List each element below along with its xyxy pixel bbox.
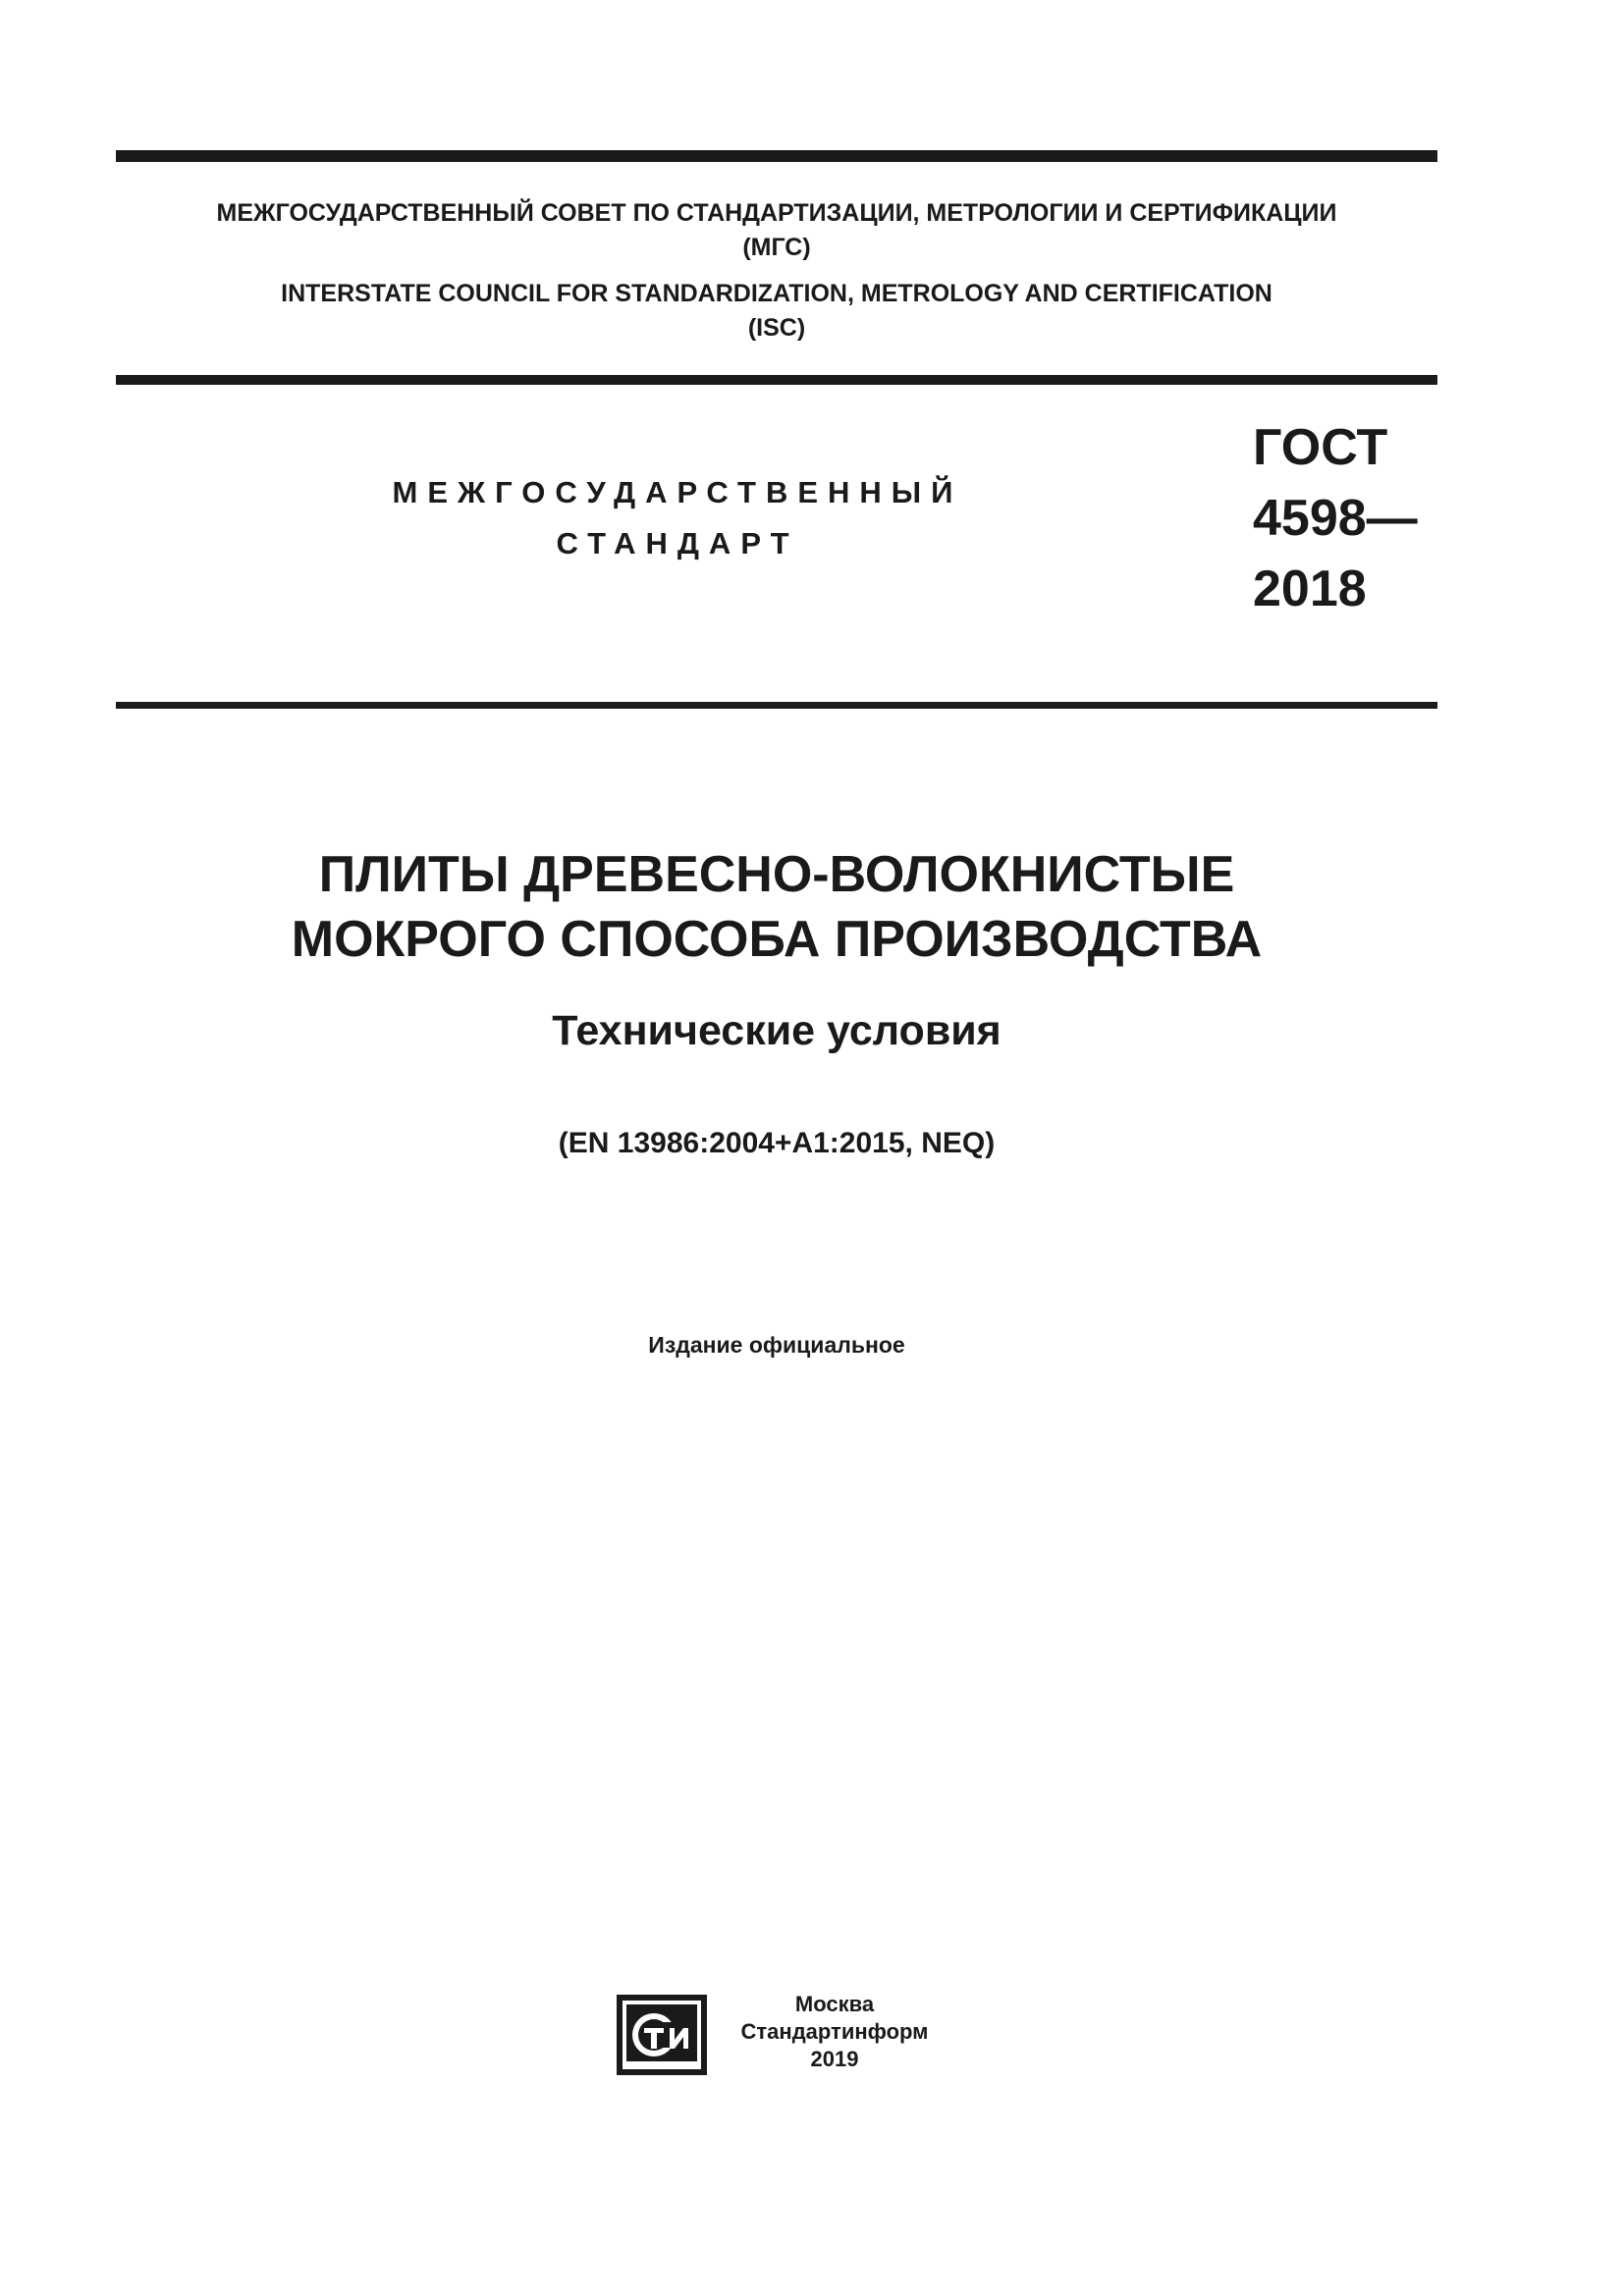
standard-reference: (EN 13986:2004+A1:2015, NEQ) xyxy=(558,1127,996,1159)
imprint-year: 2019 xyxy=(810,2047,859,2071)
council-name-en-line: INTERSTATE COUNCIL FOR STANDARDIZATION, METROLOGY AND CERTIFICATION xyxy=(281,280,1272,307)
bottom-divider xyxy=(116,702,1437,709)
standartinform-logo-icon xyxy=(615,1993,709,2077)
standard-kind-line2: СТАНДАРТ xyxy=(556,526,799,561)
standard-kind-line1: МЕЖГОСУДАРСТВЕННЫЙ xyxy=(392,475,963,509)
council-name-ru xyxy=(116,196,1437,265)
middle-divider xyxy=(116,375,1437,385)
document-subtitle: Технические условия xyxy=(552,1007,1001,1054)
council-abbrev-en: (ISC) xyxy=(747,314,806,342)
gost-code-prefix: ГОСТ xyxy=(1253,419,1388,476)
council-name-ru-line: МЕЖГОСУДАРСТВЕННЫЙ СОВЕТ ПО СТАНДАРТИЗАЦИИ, МЕТРОЛОГИИ И СЕРТИФИКАЦИИ xyxy=(216,199,1337,227)
document-title-line1: ПЛИТЫ ДРЕВЕСНО-ВОЛОКНИСТЫЕ xyxy=(318,846,1235,903)
document-title xyxy=(116,842,1437,972)
gost-code xyxy=(1253,412,1418,624)
edition-note: Издание официальное xyxy=(648,1332,905,1358)
council-abbrev-ru: (МГС) xyxy=(742,234,811,261)
imprint-city: Москва xyxy=(794,1992,875,2016)
gost-code-year: 2018 xyxy=(1253,561,1367,617)
standard-kind xyxy=(295,467,1060,569)
imprint xyxy=(727,1991,943,2073)
document-title-line2: МОКРОГО СПОСОБА ПРОИЗВОДСТВА xyxy=(291,911,1263,968)
gost-code-number: 4598— xyxy=(1253,490,1418,547)
top-divider xyxy=(116,150,1437,162)
council-name-en xyxy=(116,277,1437,346)
imprint-publisher: Стандартинформ xyxy=(740,2019,929,2044)
